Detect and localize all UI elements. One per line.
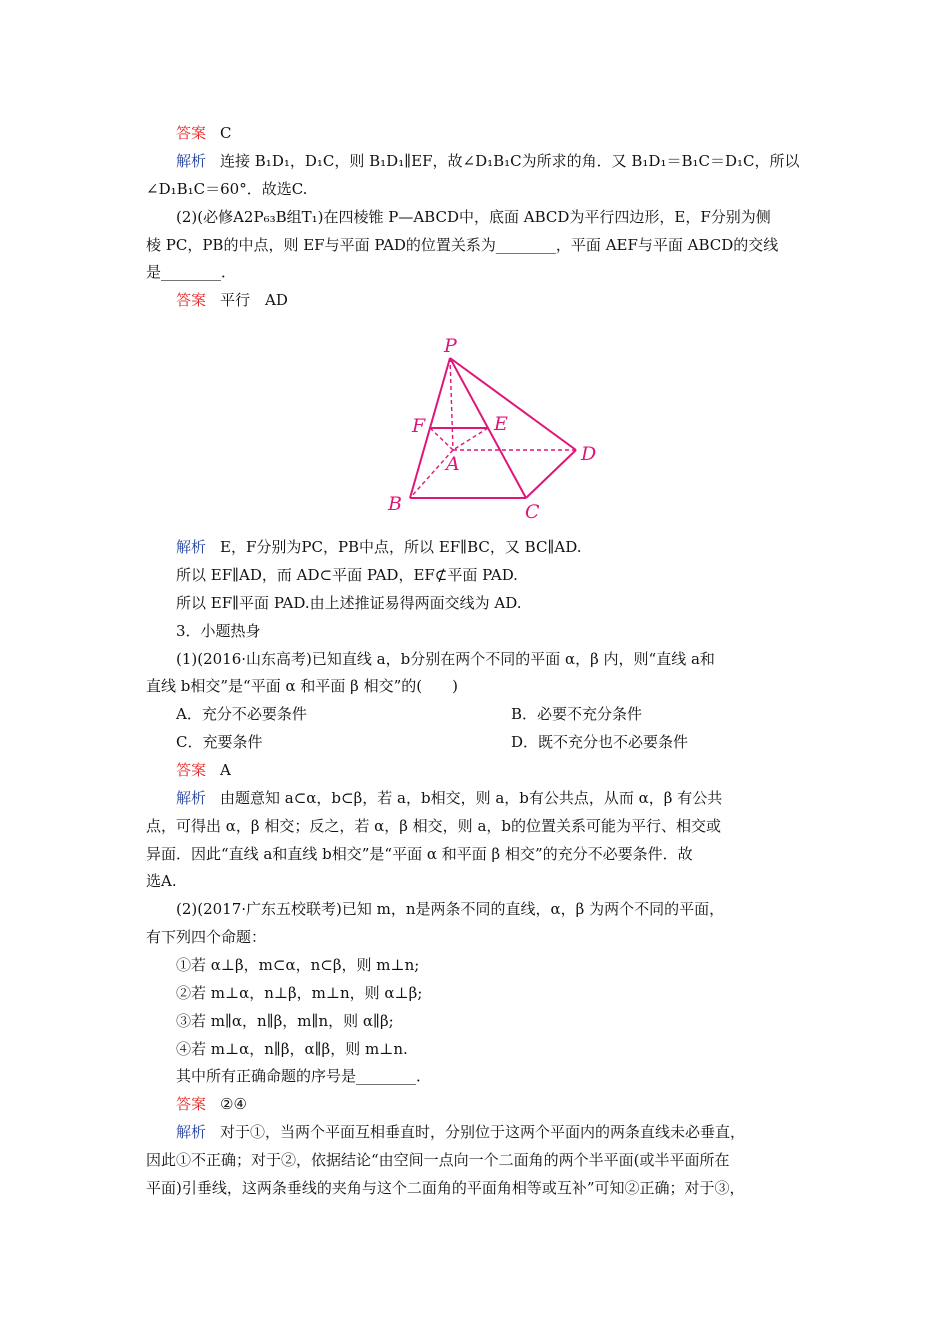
option-d: D．既不充分也不必要条件	[511, 733, 689, 751]
answer-label: 答案	[176, 291, 207, 309]
proposition-2: ②若 m⊥α，n⊥β，m⊥n，则 α⊥β;	[176, 984, 423, 1002]
label-B: B	[388, 493, 402, 515]
text-line: 所以 EF∥AD，而 AD⊂平面 PAD，EF⊄平面 PAD.	[176, 566, 518, 584]
option-c: C．充要条件	[176, 733, 263, 751]
label-A: A	[446, 453, 460, 475]
label-C: C	[525, 501, 540, 523]
options-row-2	[176, 732, 876, 752]
answer-line-3	[176, 760, 231, 780]
label-E: E	[494, 413, 508, 435]
analysis-label: 解析	[176, 152, 207, 170]
answer-label: 答案	[176, 761, 207, 779]
text-line: 平面)引垂线，这两条垂线的夹角与这个二面角的平面角相等或互补”可知②正确；对于③，	[146, 1179, 745, 1197]
section-heading: 3．小题热身	[176, 622, 261, 640]
answer-text: A	[220, 761, 231, 779]
proposition-3: ③若 m∥α，n∥β，m∥n，则 α∥β;	[176, 1012, 394, 1030]
text-line: 有下列四个命题：	[146, 928, 267, 946]
label-P: P	[444, 335, 457, 357]
text-line: 棱 PC，PB的中点，则 EF与平面 PAD的位置关系为________，平面 AEF与平面 ABCD的交线	[146, 236, 779, 254]
text-line: 直线 b相交”是“平面 α 和平面 β 相交”的( )	[146, 677, 458, 695]
proposition-4: ④若 m⊥α，n∥β，α∥β，则 m⊥n.	[176, 1040, 408, 1058]
answer-line-4	[176, 1094, 247, 1114]
question-line: (2)(必修A2P₆₃B组T₁)在四棱锥 P—ABCD中，底面 ABCD为平行四边形，E，F分别为侧	[176, 208, 771, 226]
analysis-line-4	[176, 1122, 745, 1142]
answer-text: ②④	[220, 1095, 247, 1113]
text-line: 所以 EF∥平面 PAD.由上述推证易得两面交线为 AD.	[176, 594, 522, 612]
text-line: 异面．因此“直线 a和直线 b相交”是“平面 α 和平面 β 相交”的充分不必要条件．故	[146, 845, 693, 863]
analysis-label: 解析	[176, 789, 207, 807]
analysis-line-3	[176, 788, 722, 808]
answer-label: 答案	[176, 1095, 207, 1113]
option-b: B．必要不充分条件	[511, 705, 643, 723]
pyramid-figure	[368, 318, 616, 528]
segment-FA	[430, 428, 453, 450]
text-line: 选A.	[146, 872, 177, 890]
option-a: A．充分不必要条件	[176, 705, 307, 723]
analysis-label: 解析	[176, 538, 207, 556]
analysis-line-2	[176, 537, 581, 557]
analysis-label: 解析	[176, 1123, 207, 1141]
edge-PA	[450, 358, 453, 450]
text-line: 点，可得出 α，β 相交；反之，若 α，β 相交，则 a，b的位置关系可能为平行、相交或	[146, 817, 721, 835]
analysis-text: 由题意知 a⊂α，b⊂β，若 a，b相交，则 a，b有公共点，从而 α，β 有公共	[220, 789, 723, 807]
answer-text: 平行 AD	[220, 291, 288, 309]
answer-text: C	[220, 124, 232, 142]
text-line: 因此①不正确；对于②，依据结论“由空间一点向一个二面角的两个半平面(或半平面所在	[146, 1151, 730, 1169]
text-line: ∠D₁B₁C＝60°．故选C.	[146, 180, 308, 198]
analysis-line-1	[176, 151, 800, 171]
pyramid-diagram	[368, 318, 616, 528]
question-line: (1)(2016·山东高考)已知直线 a，b分别在两个不同的平面 α，β 内，则“直线 a和	[176, 650, 715, 668]
answer-line-1	[176, 123, 232, 143]
options-row-1	[176, 704, 876, 724]
label-D: D	[581, 443, 597, 465]
segment-EA	[453, 428, 488, 450]
analysis-text: 连接 B₁D₁，D₁C，则 B₁D₁∥EF，故∠D₁B₁C为所求的角．又 B₁D₁＝B₁C＝D₁C，所以	[220, 152, 800, 170]
edge-PD	[450, 358, 576, 450]
analysis-text: 对于①，当两个平面互相垂直时，分别位于这两个平面内的两条直线未必垂直，	[220, 1123, 746, 1141]
label-F: F	[412, 415, 426, 437]
text-line: 其中所有正确命题的序号是________．	[176, 1067, 432, 1085]
edge-CD	[526, 450, 576, 498]
proposition-1: ①若 α⊥β，m⊂α，n⊂β，则 m⊥n;	[176, 956, 420, 974]
analysis-text: E，F分别为PC，PB中点，所以 EF∥BC，又 BC∥AD.	[220, 538, 582, 556]
answer-label: 答案	[176, 124, 207, 142]
answer-line-2	[176, 290, 288, 310]
question-line: (2)(2017·广东五校联考)已知 m，n是两条不同的直线，α，β 为两个不同的平面，	[176, 900, 725, 918]
text-line: 是________．	[146, 263, 237, 281]
